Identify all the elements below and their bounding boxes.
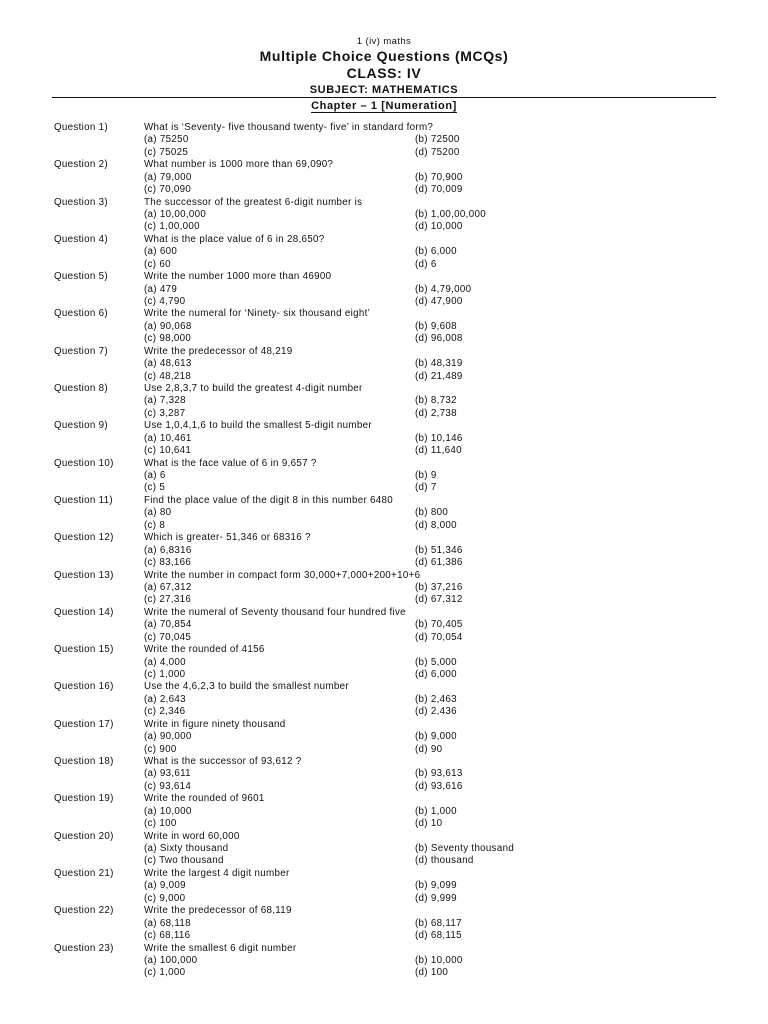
question-number: Question 13) <box>54 569 114 581</box>
option-b: (b) 2,463 <box>415 693 457 705</box>
option-c: (c) 8 <box>144 519 166 531</box>
question-text: Use 1,0,4,1,6 to build the smallest 5-digit number <box>144 420 372 432</box>
question-item <box>0 122 768 159</box>
option-d: (d) 68,115 <box>415 930 462 942</box>
option-c: (c) 5 <box>144 482 166 494</box>
option-c: (c) 70,045 <box>144 631 192 643</box>
question-item <box>0 793 768 830</box>
option-a: (a) 10,461 <box>144 432 192 444</box>
option-d: (d) 6,000 <box>415 668 457 680</box>
option-b: (b) 70,405 <box>415 619 463 631</box>
question-number: Question 23) <box>54 942 114 954</box>
option-a: (a) 75250 <box>144 134 189 146</box>
option-c: (c) 4,790 <box>144 295 186 307</box>
option-c: (c) 48,218 <box>144 370 192 382</box>
option-d: (d) 2,738 <box>415 407 457 419</box>
option-d: (d) 75200 <box>415 146 460 158</box>
option-c: (c) 1,000 <box>144 967 186 979</box>
option-c: (c) 60 <box>144 258 171 270</box>
option-b: (b) 8,732 <box>415 395 457 407</box>
option-d: (d) 93,616 <box>415 780 463 792</box>
option-a: (a) 80 <box>144 507 172 519</box>
horizontal-rule <box>52 97 716 98</box>
option-b: (b) 4,79,000 <box>415 283 472 295</box>
option-a: (a) 10,000 <box>144 805 192 817</box>
option-b: (b) 9,608 <box>415 320 457 332</box>
option-c: (c) 2,346 <box>144 706 186 718</box>
question-number: Question 5) <box>54 271 108 283</box>
question-number: Question 12) <box>54 532 114 544</box>
question-item <box>0 868 768 905</box>
option-c: (c) 3,287 <box>144 407 186 419</box>
question-number: Question 7) <box>54 345 108 357</box>
question-number: Question 10) <box>54 457 114 469</box>
option-a: (a) 4,000 <box>144 656 186 668</box>
question-item <box>0 756 768 793</box>
question-number: Question 11) <box>54 494 113 506</box>
question-item <box>0 458 768 495</box>
question-text: Write the predecessor of 48,219 <box>144 345 293 357</box>
option-c: (c) 900 <box>144 743 177 755</box>
option-d: (d) 21,489 <box>415 370 463 382</box>
question-item <box>0 532 768 569</box>
question-text: What is ‘Seventy- five thousand twenty- five’ in standard form? <box>144 122 434 133</box>
question-number: Question 17) <box>54 718 114 730</box>
option-a: (a) 90,068 <box>144 320 192 332</box>
option-b: (b) 5,000 <box>415 656 457 668</box>
question-text: Write the numeral for ‘Ninety- six thousand eight’ <box>144 308 371 320</box>
question-item <box>0 644 768 681</box>
option-c: (c) 83,166 <box>144 557 192 569</box>
option-c: (c) 9,000 <box>144 892 186 904</box>
page-header-note: 1 (iv) maths <box>356 36 412 47</box>
document-title: Multiple Choice Questions (MCQs) <box>259 48 509 64</box>
question-item <box>0 197 768 234</box>
option-d: (d) 8,000 <box>415 519 457 531</box>
option-d: (d) 11,640 <box>415 445 462 457</box>
option-a: (a) 9,009 <box>144 880 186 892</box>
option-b: (b) 800 <box>415 507 449 519</box>
option-a: (a) 68,118 <box>144 917 191 929</box>
chapter-heading <box>0 100 768 112</box>
option-d: (d) 70,054 <box>415 631 463 643</box>
option-b: (b) 37,216 <box>415 581 463 593</box>
subject-heading: SUBJECT: MATHEMATICS <box>309 84 459 96</box>
question-number: Question 14) <box>54 606 114 618</box>
question-number: Question 8) <box>54 383 108 395</box>
question-number: Question 9) <box>54 420 108 432</box>
question-number: Question 6) <box>54 308 108 320</box>
option-a: (a) 100,000 <box>144 954 198 966</box>
option-b: (b) 51,346 <box>415 544 463 556</box>
question-text: Write the number 1000 more than 46900 <box>144 271 332 283</box>
option-c: (c) 1,000 <box>144 668 186 680</box>
question-text: What number is 1000 more than 69,090? <box>144 159 334 171</box>
option-a: (a) Sixty thousand <box>144 843 229 855</box>
option-c: (c) 27,316 <box>144 594 192 606</box>
question-text: What is the place value of 6 in 28,650? <box>144 233 325 245</box>
option-b: (b) 68,117 <box>415 917 462 929</box>
option-c: (c) 70,090 <box>144 184 192 196</box>
question-item <box>0 308 768 345</box>
option-d: (d) 47,900 <box>415 295 463 307</box>
question-item <box>0 831 768 868</box>
option-a: (a) 600 <box>144 246 178 258</box>
option-a: (a) 79,000 <box>144 171 192 183</box>
option-d: (d) 70,009 <box>415 184 463 196</box>
question-text: What is the face value of 6 in 9,657 ? <box>144 457 317 469</box>
option-d: (d) 7 <box>415 482 437 494</box>
option-c: (c) 93,614 <box>144 780 192 792</box>
question-text: Find the place value of the digit 8 in this number 6480 <box>144 494 394 506</box>
question-item <box>0 905 768 942</box>
question-item <box>0 495 768 532</box>
option-b: (b) 9,000 <box>415 731 457 743</box>
option-b: (b) Seventy thousand <box>415 843 515 855</box>
option-a: (a) 67,312 <box>144 581 192 593</box>
option-a: (a) 70,854 <box>144 619 192 631</box>
question-text: Write the numeral of Seventy thousand four hundred five <box>144 606 406 618</box>
option-b: (b) 9 <box>415 470 437 482</box>
question-text: Write the rounded of 9601 <box>144 793 265 805</box>
option-a: (a) 48,613 <box>144 358 192 370</box>
question-text: Use 2,8,3,7 to build the greatest 4-digit number <box>144 383 363 395</box>
option-c: (c) 75025 <box>144 146 189 158</box>
option-d: (d) thousand <box>415 855 474 867</box>
option-c: (c) 1,00,000 <box>144 221 200 233</box>
question-text: Write the predecessor of 68,119 <box>144 905 292 917</box>
option-a: (a) 2,643 <box>144 693 186 705</box>
question-number: Question 2) <box>54 159 108 171</box>
option-b: (b) 1,00,00,000 <box>415 208 486 220</box>
option-b: (b) 6,000 <box>415 246 457 258</box>
option-b: (b) 10,146 <box>415 432 463 444</box>
question-text: Write in word 60,000 <box>144 830 240 842</box>
option-d: (d) 96,008 <box>415 333 463 345</box>
question-number: Question 20) <box>54 830 114 842</box>
question-text: Which is greater- 51,346 or 68316 ? <box>144 532 311 544</box>
option-d: (d) 90 <box>415 743 443 755</box>
question-text: Use the 4,6,2,3 to build the smallest number <box>144 681 349 693</box>
question-item <box>0 570 768 607</box>
question-text: Write the number in compact form 30,000+7,000+200+10+6 <box>144 569 421 581</box>
option-b: (b) 9,099 <box>415 880 457 892</box>
option-b: (b) 72500 <box>415 134 460 146</box>
option-a: (a) 6,8316 <box>144 544 192 556</box>
question-number: Question 4) <box>54 233 108 245</box>
class-heading: CLASS: IV <box>346 65 422 81</box>
option-b: (b) 10,000 <box>415 954 463 966</box>
option-d: (d) 10,000 <box>415 221 463 233</box>
question-item <box>0 346 768 383</box>
option-d: (d) 9,999 <box>415 892 457 904</box>
option-c: (c) Two thousand <box>144 855 224 867</box>
option-a: (a) 479 <box>144 283 178 295</box>
question-item <box>0 607 768 644</box>
option-d: (d) 10 <box>415 818 443 830</box>
question-number: Question 18) <box>54 756 114 768</box>
option-c: (c) 10,641 <box>144 445 192 457</box>
option-d: (d) 61,386 <box>415 557 463 569</box>
question-text: The successor of the greatest 6-digit number is <box>144 196 363 208</box>
option-c: (c) 100 <box>144 818 177 830</box>
question-number: Question 21) <box>54 867 114 879</box>
option-a: (a) 7,328 <box>144 395 186 407</box>
question-item <box>0 271 768 308</box>
option-a: (a) 6 <box>144 470 166 482</box>
option-b: (b) 93,613 <box>415 768 463 780</box>
question-list <box>0 122 768 980</box>
question-number: Question 22) <box>54 905 114 917</box>
question-text: Write the largest 4 digit number <box>144 867 290 879</box>
question-item <box>0 159 768 196</box>
option-d: (d) 6 <box>415 258 437 270</box>
option-a: (a) 10,00,000 <box>144 208 207 220</box>
option-d: (d) 100 <box>415 967 449 979</box>
option-b: (b) 1,000 <box>415 805 457 817</box>
option-d: (d) 2,436 <box>415 706 457 718</box>
option-d: (d) 67,312 <box>415 594 463 606</box>
question-number: Question 15) <box>54 644 114 656</box>
question-text: Write in figure ninety thousand <box>144 718 286 730</box>
question-item <box>0 943 768 980</box>
question-number: Question 1) <box>54 122 108 133</box>
chapter-heading-text: Chapter – 1 [Numeration] <box>311 100 457 112</box>
question-item <box>0 234 768 271</box>
option-b: (b) 48,319 <box>415 358 463 370</box>
question-text: What is the successor of 93,612 ? <box>144 756 302 768</box>
option-a: (a) 90,000 <box>144 731 192 743</box>
question-number: Question 16) <box>54 681 114 693</box>
question-item <box>0 681 768 718</box>
question-number: Question 19) <box>54 793 114 805</box>
question-item <box>0 420 768 457</box>
option-a: (a) 93,611 <box>144 768 191 780</box>
option-b: (b) 70,900 <box>415 171 463 183</box>
question-text: Write the smallest 6 digit number <box>144 942 297 954</box>
question-number: Question 3) <box>54 196 108 208</box>
question-item <box>0 383 768 420</box>
option-c: (c) 68,116 <box>144 930 191 942</box>
question-text: Write the rounded of 4156 <box>144 644 265 656</box>
question-item <box>0 719 768 756</box>
option-c: (c) 98,000 <box>144 333 192 345</box>
